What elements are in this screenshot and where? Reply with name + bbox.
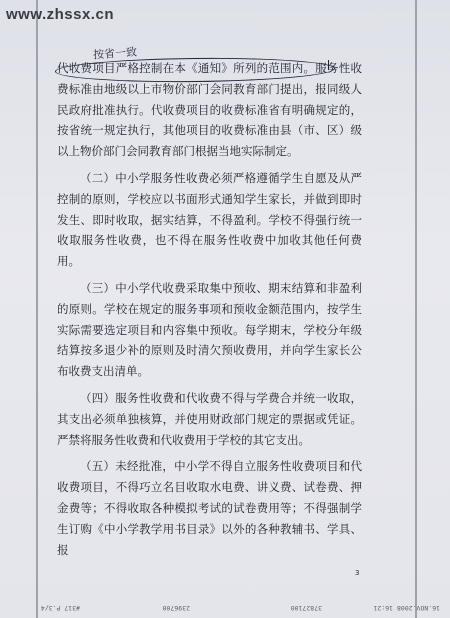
fax-number: 37827100 (290, 604, 322, 612)
paragraph-fee-scope: 代收费项目严格控制在本《通知》所列的范围内。服务性收费标准由地级以上市物价部门会同教育部门提出，报同级人民政府批准执行。代收费项目的收费标准省有明确规定的，按省统一规定执行，其他项目的收费标准由县（市、区）级以上物价部门会同教育部门根据当地实际制定。 (57, 61, 362, 159)
paragraph-separate-accounting: （四）服务性收费和代收费不得与学费合并统一收取，其支出必须单独核算，并使用财政部门规定的票据或凭证。严禁将服务性收费和代收费用于学校的其它支出。 (57, 390, 362, 447)
fax-page: #317 P.3/4 (40, 604, 80, 612)
paragraph-collection-settlement: （三）中小学代收费采取集中预收、期末结算和非盈利的原则。学校在规定的服务事项和预收金额范围内，按学生实际需要选定项目和内容集中预收。每学期末，学校分年级结算按多退少补的原则及时清欠预收费用，并向学生家长公布收费支出清单。 (57, 280, 362, 379)
page-number: 3 (355, 569, 360, 577)
handwritten-note: 按省一致 (92, 45, 138, 62)
page-fold-line (415, 0, 417, 618)
fax-date: 16.NOV.2008 16:21 (373, 604, 440, 612)
document-body (57, 58, 362, 566)
fax-id: 2396700 (162, 604, 190, 612)
paragraph-service-fee-principle: （二）中小学服务性收费必须严格遵循学生自愿及从严控制的原则，学校应以书面形式通知学生家长，并做到即时发生、即时收取，据实结算，不得盈利。学校不得强行统一收取服务性收费，也不得在服务性收费中加收其他任何费用。 (57, 170, 362, 269)
watermark: www.zhssx.cn (6, 6, 114, 23)
page-fold-line (36, 0, 38, 618)
fax-header-line (10, 600, 440, 614)
paragraph-prohibited-fees: （五）未经批准，中小学不得自立服务性收费项目和代收费项目，不得巧立名目收取水电费、讲义费、试卷费、押金费等；不得收取各种模拟考试的试卷费用等；不得强制学生订购《中小学教学用书目录》以外的各种教辅书、学具、报 (57, 459, 362, 557)
